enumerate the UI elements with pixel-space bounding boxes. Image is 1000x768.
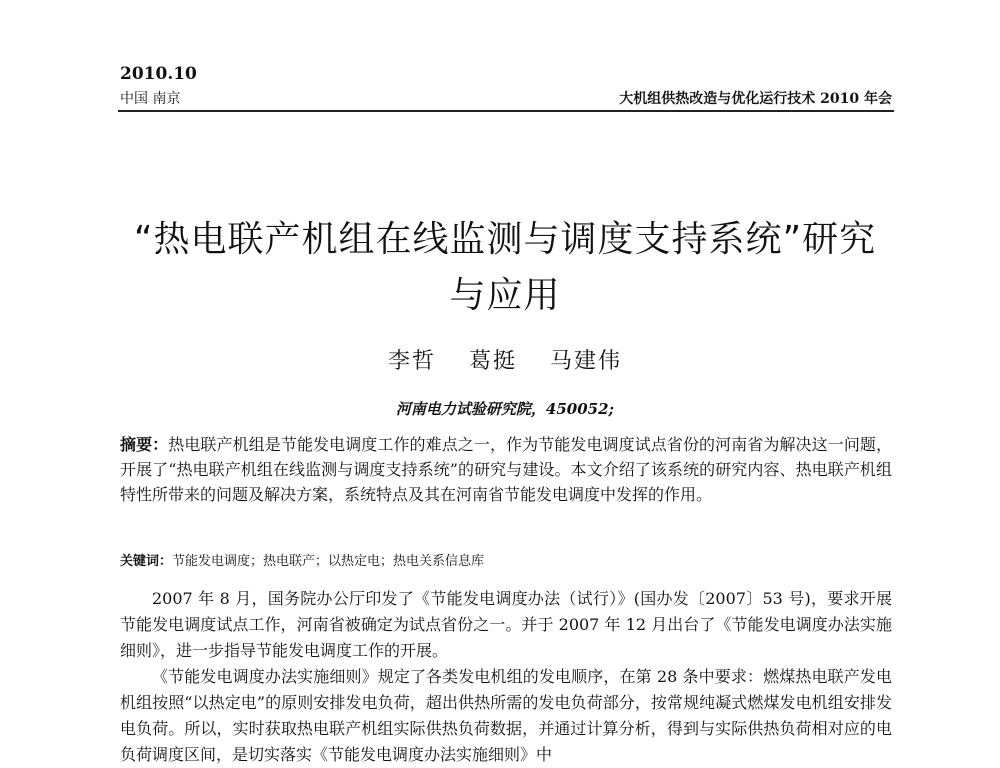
header-conference: 大机组供热改造与优化运行技术 2010 年会 <box>619 91 892 107</box>
body-paragraph-2: 《节能发电调度办法实施细则》规定了各类发电机组的发电顺序，在第 28 条中要求：燃煤热电联产发电机组按照“以热定电”的原则安排发电负荷，超出供热所需的发电负荷部分，按常规纯凝式燃煤发电机组安排发电负荷。所以，实时获取热电联产机组实际供热负荷数据，并通过计算分析，得到与实际供热负荷相对应的电负荷调度区间，是切实落实《节能发电调度办法实施细则》中 <box>120 667 892 764</box>
abstract-text: 热电联产机组是节能发电调度工作的难点之一，作为节能发电调度试点省份的河南省为解决这一问题，开展了“热电联产机组在线监测与调度支持系统”的研究与建设。本文介绍了该系统的研究内容、热电联产机组特性所带来的问题及解决方案，系统特点及其在河南省节能发电调度中发挥的作用。 <box>120 435 892 504</box>
authors <box>120 344 890 375</box>
author-3: 马建伟 <box>550 349 623 374</box>
header-date: 2010.10 <box>120 64 197 84</box>
keywords-text: 节能发电调度；热电联产；以热定电；热电关系信息库 <box>172 554 485 569</box>
body-text <box>120 586 892 768</box>
header-place: 中国 南京 <box>120 91 181 107</box>
paper-title: “热电联产机组在线监测与调度支持系统”研究与应用 <box>133 219 877 316</box>
header-rule <box>118 110 894 112</box>
affiliation: 河南电力试验研究院，450052; <box>395 400 615 418</box>
keywords <box>120 552 892 572</box>
abstract-label: 摘要： <box>120 435 169 454</box>
abstract <box>120 432 892 507</box>
author-1: 李哲 <box>387 349 436 374</box>
keywords-label: 关键词： <box>120 554 173 569</box>
body-paragraph-1: 2007 年 8 月，国务院办公厅印发了《节能发电调度办法（试行）》(国办发〔2007〕53 号)，要求开展节能发电调度试点工作，河南省被确定为试点省份之一。并于 2007 年 12 月出台了《节能发电调度办法实施细则》，进一步指导节能发电调度工作的开展。 <box>120 589 892 660</box>
author-2: 葛挺 <box>468 349 517 374</box>
